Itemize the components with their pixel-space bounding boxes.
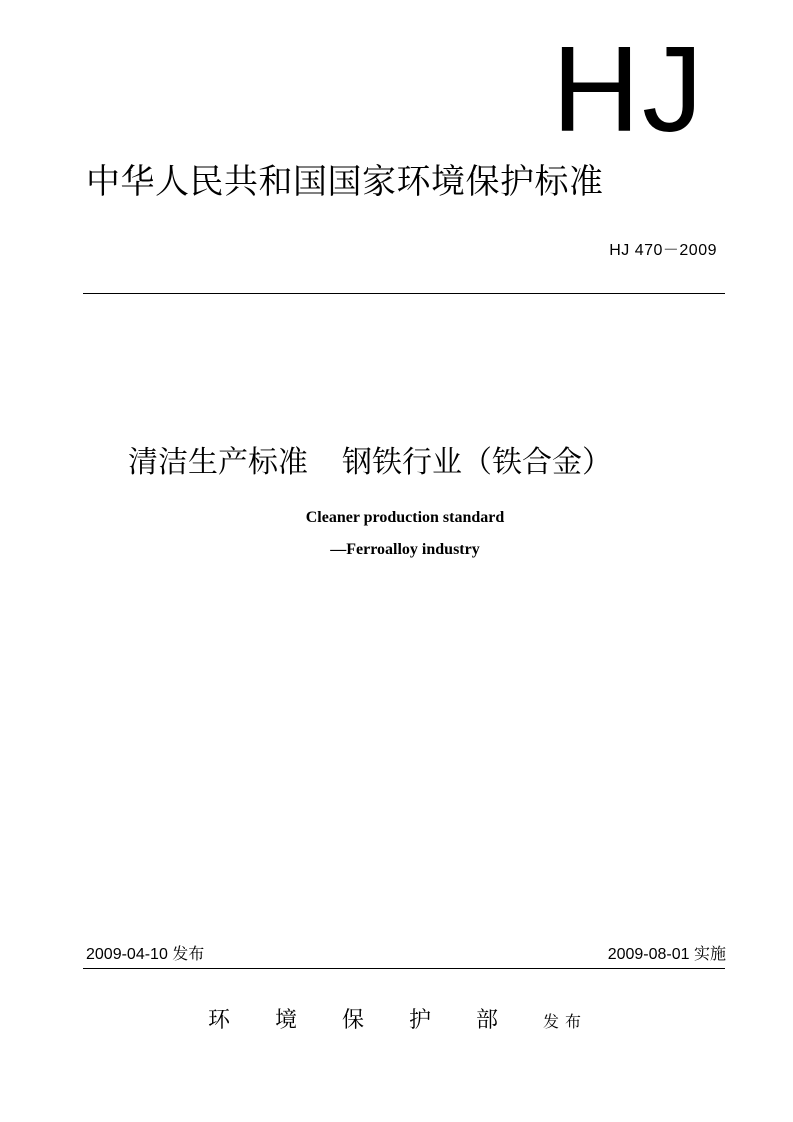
chinese-title-main: 清洁生产标准 [128, 445, 308, 480]
publisher-organization: 环境保护部 [208, 1008, 544, 1033]
issue-date: 2009-04-10 发布 [86, 946, 205, 963]
issuer-title: 中华人民共和国国家环境保护标准 [86, 162, 604, 202]
english-title-line-1: Cleaner production standard [305, 509, 505, 526]
hj-logo: HJ [551, 21, 705, 157]
publisher-action: 发布 [543, 1012, 588, 1031]
english-title-line-2: —Ferroalloy industry [330, 541, 480, 558]
chinese-title [128, 443, 612, 483]
chinese-title-sub: 钢铁行业（铁合金） [342, 445, 612, 480]
publisher-line [208, 1006, 587, 1037]
footer-divider [83, 968, 725, 969]
effective-date: 2009-08-01 实施 [607, 946, 726, 963]
standard-code: HJ 470－2009 [609, 242, 717, 259]
header-divider [83, 293, 725, 294]
